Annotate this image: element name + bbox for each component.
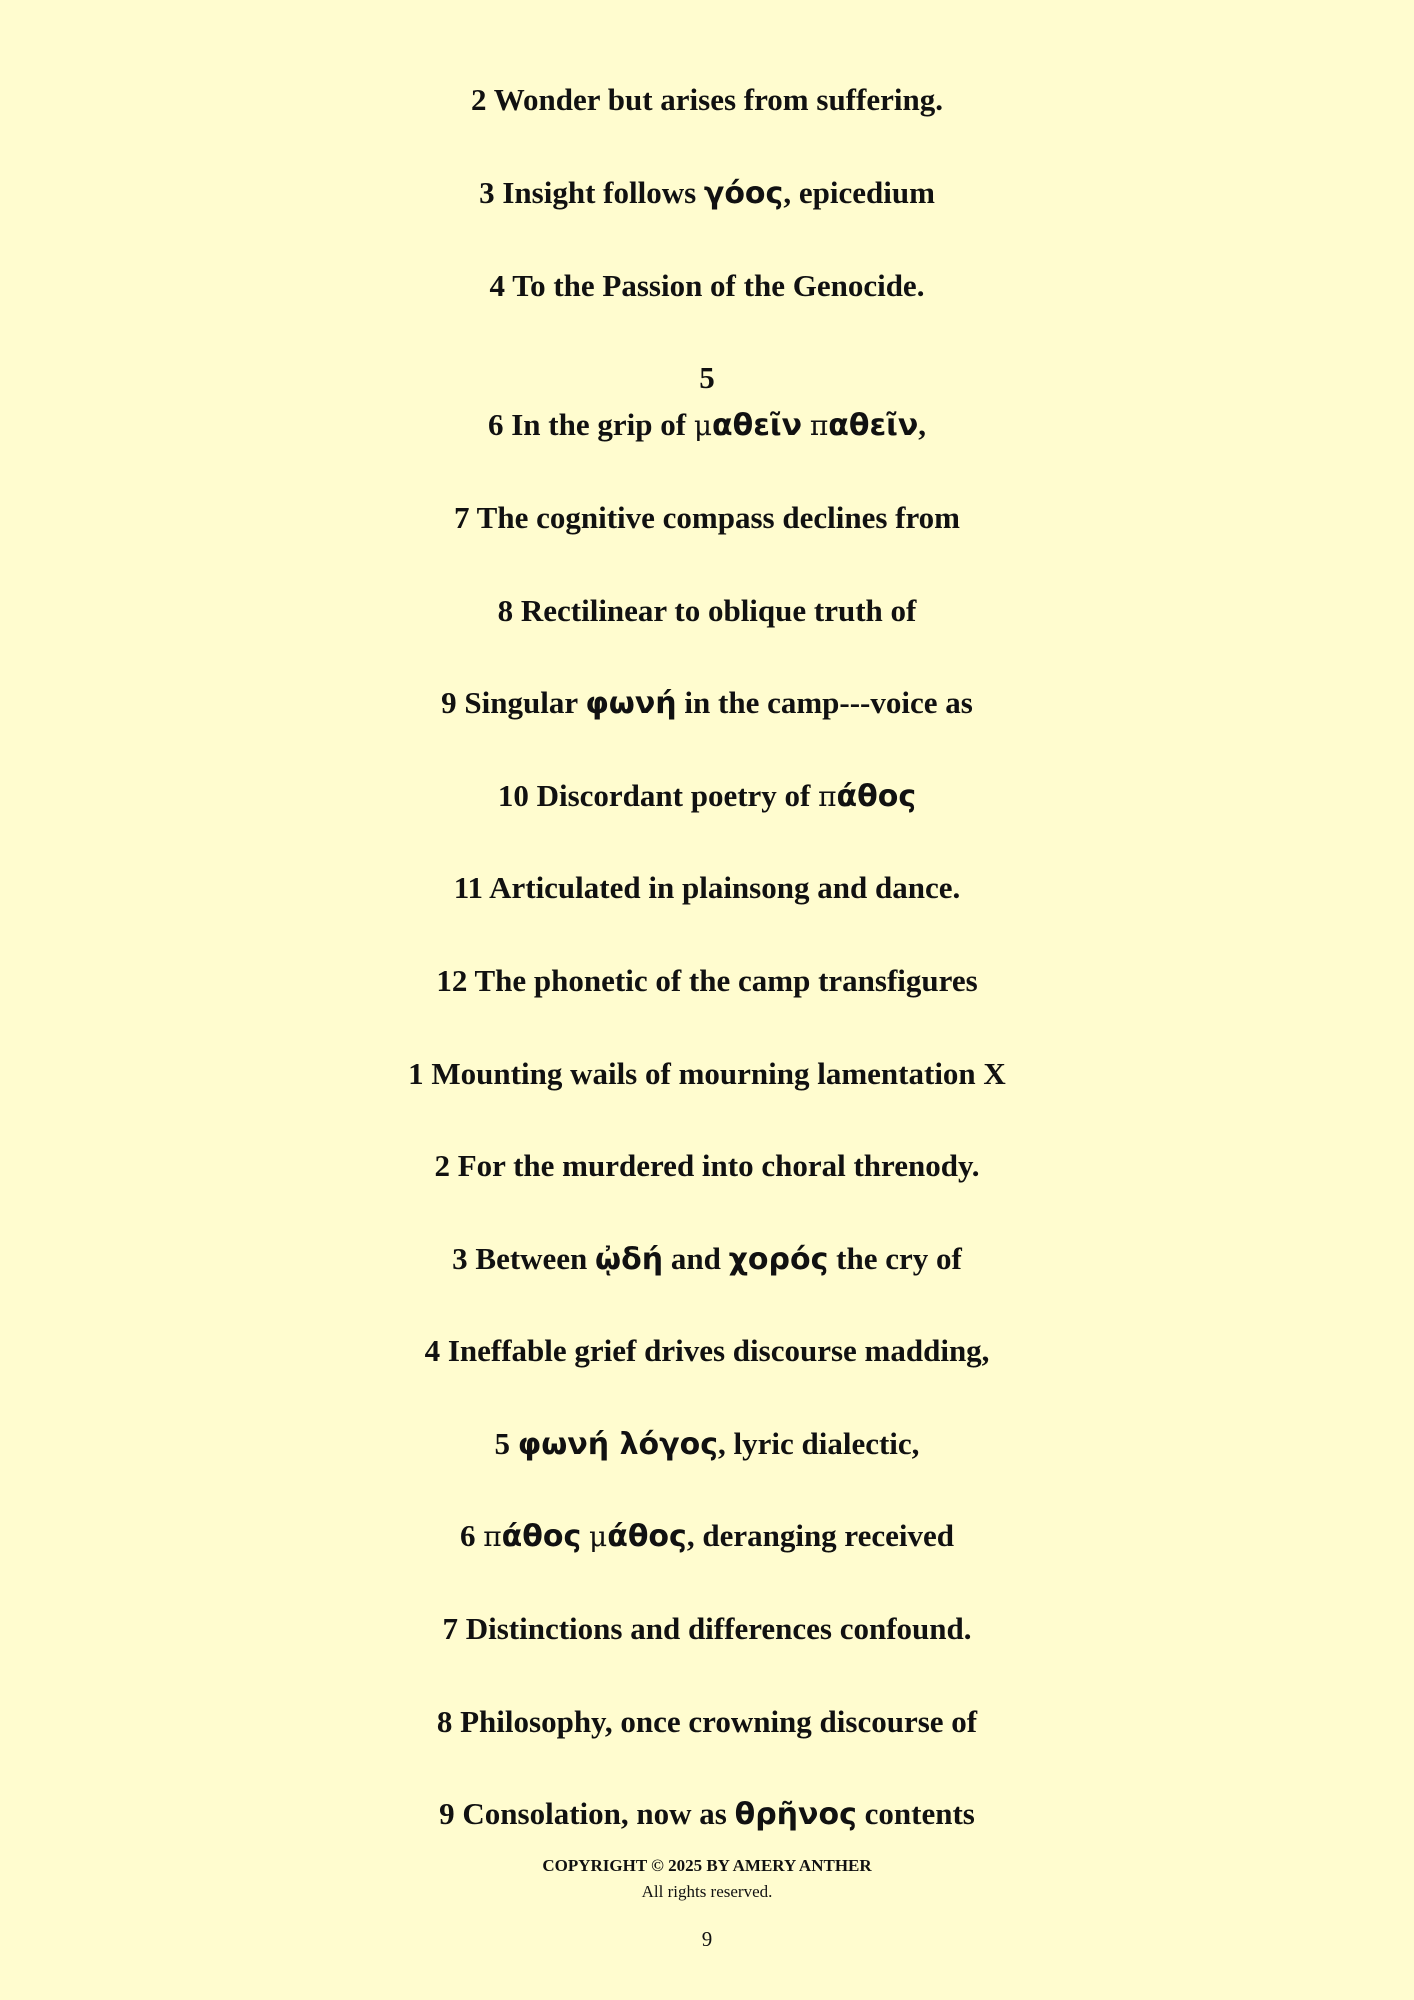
- line-text: 12 The phonetic of the camp transfigures: [436, 963, 978, 998]
- line-text: , deranging received: [686, 1518, 955, 1553]
- greek-word: γόος: [703, 176, 784, 211]
- line-text: ,: [918, 407, 927, 442]
- poem-line: [0, 1054, 1414, 1094]
- line-text: 2 Wonder but arises from suffering.: [471, 82, 943, 117]
- line-text: 2 For the murdered into choral threnody.: [434, 1148, 980, 1183]
- line-text: , epicedium: [783, 175, 935, 210]
- copyright-notice: COPYRIGHT © 2025 BY AMERY ANTHER: [542, 1856, 872, 1875]
- greek-letter: π: [483, 1520, 502, 1553]
- poem-line: [0, 1516, 1414, 1557]
- line-text: 8 Philosophy, once crowning discourse of: [436, 1704, 978, 1739]
- line-text: 11 Articulated in plainsong and dance.: [453, 870, 961, 905]
- line-text: 5: [699, 360, 715, 395]
- poem-line: [0, 405, 1414, 446]
- greek-word: χορός: [728, 1242, 829, 1277]
- greek-word: ᾠδή: [595, 1242, 664, 1277]
- poem-line: [0, 1331, 1414, 1371]
- line-text: 3 Between: [452, 1241, 596, 1276]
- line-text: 5: [494, 1426, 518, 1461]
- greek-word: αθεῖν: [712, 408, 803, 443]
- poem-line: [0, 80, 1414, 120]
- poem-line: [0, 173, 1414, 214]
- poem-line: [0, 1424, 1414, 1465]
- line-text: 9 Consolation, now as: [439, 1796, 735, 1831]
- poem-line: [0, 1794, 1414, 1835]
- greek-word: θρῆνος: [734, 1797, 857, 1832]
- line-text: 4 To the Passion of the Genocide.: [489, 268, 925, 303]
- poem-line: [0, 1702, 1414, 1742]
- poem-line: [0, 591, 1414, 631]
- poem-line: [0, 776, 1414, 817]
- greek-letter: μ: [693, 409, 713, 442]
- line-text: 7 The cognitive compass declines from: [453, 500, 961, 535]
- poem-line: [0, 1609, 1414, 1649]
- greek-letter: π: [818, 780, 837, 813]
- poem-line: [0, 683, 1414, 724]
- greek-letter: π: [809, 409, 829, 442]
- line-text: 1 Mounting wails of mourning lamentation X: [408, 1056, 1006, 1091]
- greek-word: άθος: [607, 1519, 687, 1554]
- poem-line: [0, 868, 1414, 908]
- line-text: 10 Discordant poetry of: [497, 778, 819, 813]
- poem-line: [0, 961, 1414, 1001]
- greek-word: φωνή λόγος: [517, 1427, 718, 1462]
- poem-line: [0, 266, 1414, 306]
- line-text: 6 In the grip of: [487, 407, 694, 442]
- line-text: 6: [459, 1518, 484, 1553]
- greek-word: άθος: [836, 779, 917, 814]
- line-text: contents: [856, 1796, 975, 1831]
- line-text: 8 Rectilinear to oblique truth of: [497, 593, 917, 628]
- poem-line: [0, 498, 1414, 538]
- poem-line: [0, 1239, 1414, 1280]
- poem-line: [0, 358, 1414, 398]
- line-text: 4 Ineffable grief drives discourse madding,: [424, 1333, 990, 1368]
- line-text: 3 Insight follows: [479, 175, 704, 210]
- line-text: and: [663, 1241, 729, 1276]
- greek-word: αθεῖν: [828, 408, 919, 443]
- page-number: 9: [701, 1927, 713, 1951]
- line-text: the cry of: [828, 1241, 962, 1276]
- line-text: 7 Distinctions and differences confound.: [442, 1611, 972, 1646]
- line-text: in the camp---voice as: [676, 685, 973, 720]
- greek-letter: μ: [589, 1520, 608, 1553]
- greek-word: φωνή: [585, 686, 677, 721]
- line-text: 9 Singular: [441, 685, 586, 720]
- greek-word: άθος: [501, 1519, 582, 1554]
- line-text: , lyric dialectic,: [718, 1426, 920, 1461]
- rights-notice: All rights reserved.: [641, 1882, 773, 1901]
- poem-line: [0, 1146, 1414, 1186]
